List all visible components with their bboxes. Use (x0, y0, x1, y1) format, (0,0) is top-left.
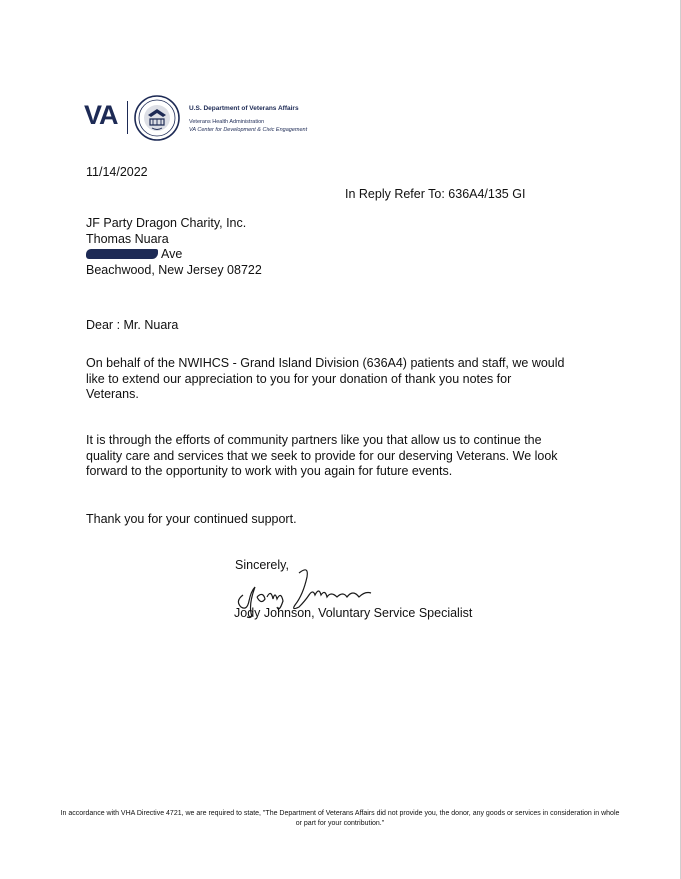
reply-reference: In Reply Refer To: 636A4/135 GI (345, 187, 526, 201)
recipient-city-state-zip: Beachwood, New Jersey 08722 (86, 262, 262, 277)
salutation: Dear : Mr. Nuara (86, 318, 179, 332)
signer-name-title: Jody Johnson, Voluntary Service Specialist (234, 606, 473, 620)
closing: Sincerely, (235, 558, 289, 572)
letter-date: 11/14/2022 (86, 165, 148, 179)
va-logo-text: VA (84, 100, 118, 130)
agency-title: U.S. Department of Veterans Affairs (189, 105, 299, 112)
recipient-organization: JF Party Dragon Charity, Inc. (86, 216, 247, 230)
street-suffix: Ave (161, 247, 183, 261)
body-paragraph-3: Thank you for your continued support. (86, 512, 297, 526)
logo-divider (127, 101, 128, 134)
redaction-mark (86, 249, 158, 259)
recipient-name: Thomas Nuara (86, 231, 169, 246)
recipient-address (86, 216, 262, 278)
va-seal-icon (134, 95, 180, 141)
recipient-street (86, 247, 262, 263)
body-paragraph-1: On behalf of the NWIHCS - Grand Island Division (636A4) patients and staff, we would like to extend our appreciation to you for your donation of thank you notes for Veterans. (86, 356, 565, 401)
agency-center: VA Center for Development & Civic Engagement (189, 127, 308, 133)
body-paragraph-2: It is through the efforts of community partners like you that allow us to continue the quality care and services that we seek to provide for our deserving Veterans. We look forward to the opportunity to work with you again for future events. (86, 433, 558, 478)
agency-subtitle: Veterans Health Administration (189, 119, 265, 125)
footer-disclaimer: In accordance with VHA Directive 4721, we are required to state, "The Department of Veterans Affairs did not provide you, the donor, any goods or services in consideration in whole or part for your contribution." (60, 810, 620, 827)
